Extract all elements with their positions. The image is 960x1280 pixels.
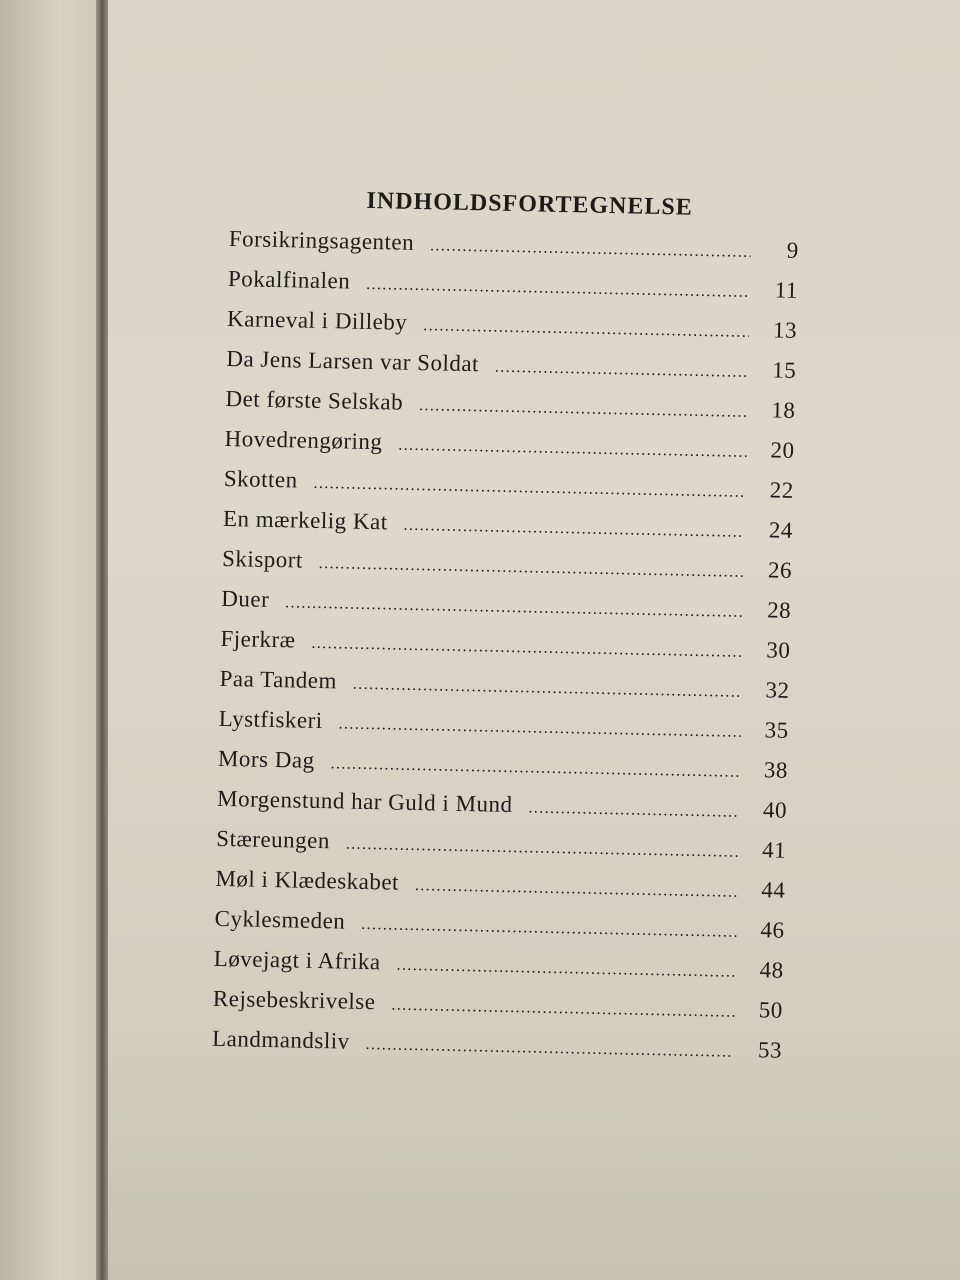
dot-leader (398, 437, 747, 462)
toc-entry-page: 9 (786, 237, 800, 263)
dot-leader (430, 237, 751, 262)
dot-leader (365, 1036, 734, 1062)
toc-entry-title: Da Jens Larsen var Soldat (226, 345, 480, 377)
toc-entry-title: Mors Dag (217, 745, 315, 773)
toc-entry-page: 32 (765, 677, 790, 703)
dot-leader (338, 715, 740, 741)
toc-entry-page: 35 (764, 717, 789, 743)
dot-leader (415, 877, 738, 902)
toc-entry-title: Morgenstund har Guld i Mund (216, 785, 513, 818)
toc-entry-page: 46 (760, 917, 785, 943)
toc-entry-title: En mærkelig Kat (222, 505, 388, 535)
toc-entry-page: 53 (757, 1037, 783, 1063)
toc-entry-page: 18 (771, 397, 796, 423)
toc-entry-title: Paa Tandem (219, 665, 338, 694)
toc-list (212, 226, 799, 1078)
toc-entry-page: 15 (771, 357, 797, 383)
toc-entry-title: Løvejagt i Afrika (213, 945, 381, 975)
toc-entry-title: Pokalfinalen (227, 265, 351, 294)
dot-leader (423, 317, 749, 342)
toc-entry-title: Hovedrengøring (224, 425, 383, 455)
toc-entry-title: Karneval i Dilleby (226, 305, 408, 335)
toc-entry-title: Møl i Klædeskabet (215, 865, 400, 895)
toc-entry-title: Landmandsliv (211, 1025, 350, 1054)
toc-entry-title: Skotten (223, 465, 298, 493)
dot-leader (419, 397, 748, 422)
dot-leader (528, 799, 739, 821)
toc-entry-page: 50 (758, 997, 784, 1023)
toc-entry-page: 44 (761, 877, 786, 903)
toc-entry-page: 24 (768, 517, 794, 543)
dot-leader (311, 635, 742, 662)
toc-entry-title: Forsikringsagenten (228, 225, 415, 255)
toc-entry-title: Skisport (221, 545, 304, 573)
dot-leader (353, 676, 742, 702)
left-page (0, 0, 110, 1280)
dot-leader (330, 755, 740, 782)
toc-entry-page: 20 (770, 437, 795, 463)
toc-entry-title: Rejsebeskrivelse (212, 985, 376, 1015)
dot-leader (396, 957, 735, 982)
dot-leader (346, 836, 739, 862)
dot-leader (366, 276, 750, 302)
dot-leader (313, 475, 746, 502)
toc-entry-title: Duer (221, 585, 270, 612)
dot-leader (361, 916, 737, 942)
toc-entry-page: 48 (759, 957, 784, 983)
toc-entry-page: 41 (761, 837, 787, 863)
toc-entry-title: Cyklesmeden (214, 905, 346, 934)
toc-entry-title: Lystfiskeri (218, 705, 323, 734)
toc-entry-page: 28 (766, 597, 792, 623)
toc-entry-page: 40 (762, 797, 788, 823)
toc-entry-title: Stæreungen (216, 825, 331, 854)
dot-leader (391, 997, 735, 1022)
table-of-contents (212, 185, 800, 1078)
dot-leader (285, 594, 743, 622)
toc-entry-page: 38 (763, 757, 789, 783)
dot-leader (403, 517, 745, 542)
toc-title: INDHOLDSFORTEGNELSE (366, 187, 694, 221)
toc-entry-page: 30 (766, 637, 791, 663)
toc-entry-title: Det første Selskab (225, 385, 404, 415)
toc-entry-page: 11 (774, 277, 799, 303)
toc-entry-page: 13 (772, 317, 798, 343)
toc-entry-page: 26 (767, 557, 793, 583)
toc-entry-page: 22 (769, 477, 794, 503)
dot-leader (319, 555, 745, 582)
dot-leader (495, 359, 749, 382)
toc-entry-title: Fjerkræ (220, 625, 296, 653)
